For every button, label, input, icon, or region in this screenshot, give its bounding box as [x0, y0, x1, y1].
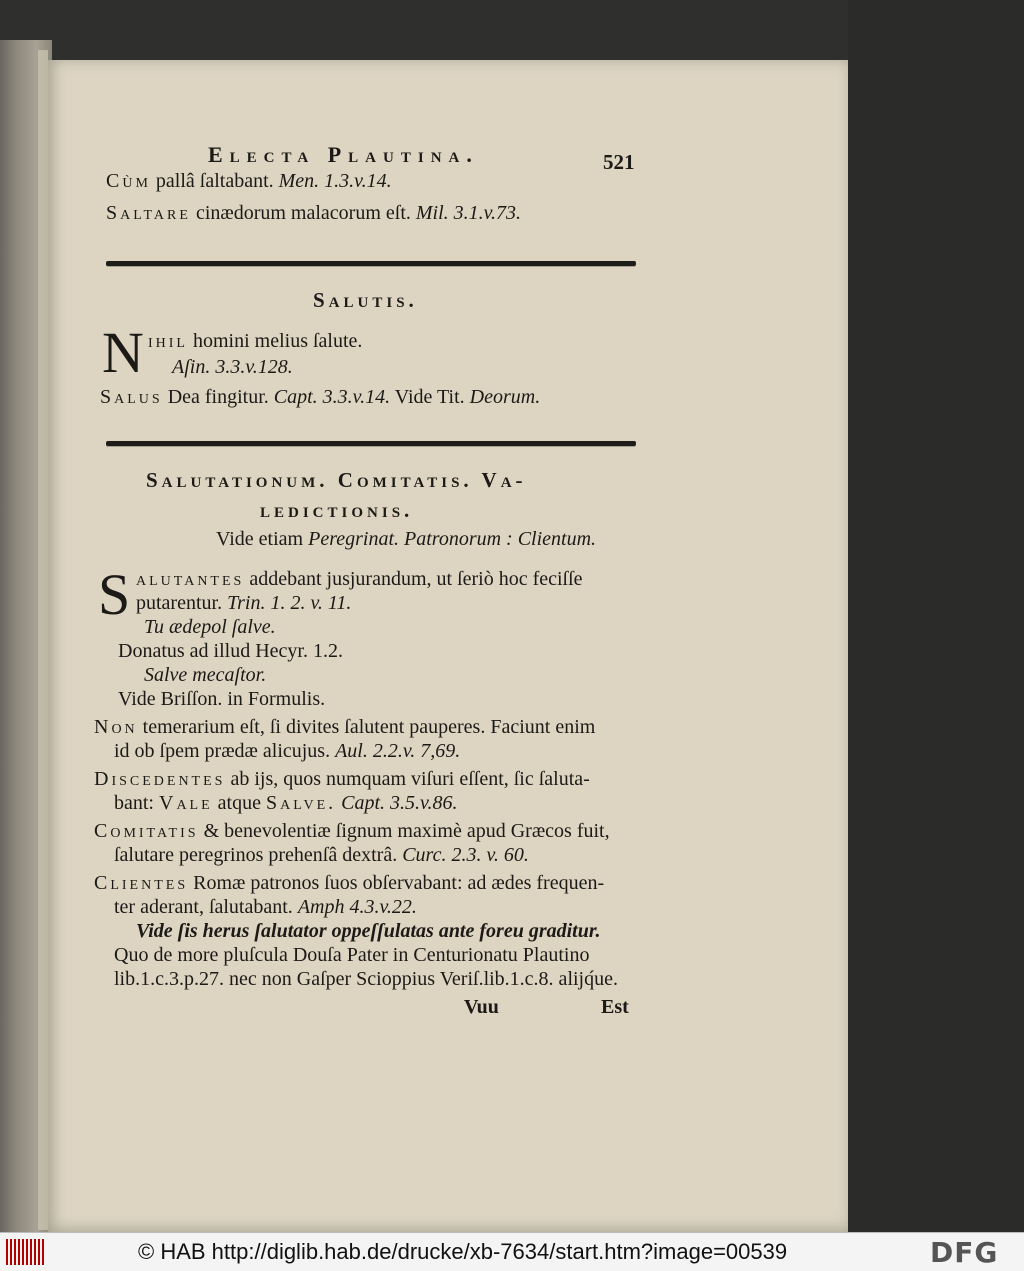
text-line: Vide Briſſon. in Formulis. — [118, 688, 326, 710]
library-barcode-icon — [6, 1239, 50, 1265]
section-heading-salutis: Salutis. — [313, 288, 418, 312]
footer-bar — [0, 1232, 1024, 1271]
drop-cap: N — [102, 320, 144, 385]
quote-line: Salve mecaſtor. — [144, 664, 267, 686]
text-line: Clientes Romæ patronos ſuos obſervabant: ad ædes frequen- — [94, 872, 605, 894]
footer-copyright-link[interactable]: © HAB http://diglib.hab.de/drucke/xb-7634/start.htm?image=00539 — [138, 1239, 788, 1264]
dfg-logo: DFG — [930, 1236, 999, 1269]
scan-margin-right — [848, 0, 1024, 1232]
text-line: Aſin. 3.3.v.128. — [172, 356, 293, 378]
text-line: bant: Vale atque Salve. Capt. 3.5.v.86. — [114, 792, 458, 814]
quote-line: Vide ſis herus ſalutator oppeſſulatas ante foreu graditur. — [136, 920, 601, 942]
text-line: Quo de more pluſcula Douſa Pater in Centurionatu Plautino — [114, 944, 590, 966]
text-line: Donatus ad illud Hecyr. 1.2. — [118, 640, 343, 662]
text-line: Saltare cinædorum malacorum eſt. Mil. 3.1.v.73. — [106, 202, 522, 224]
section-heading-cont: ledictionis. — [260, 498, 414, 522]
section-heading-salutationum: Salutationum. Comitatis. Va- — [146, 468, 527, 492]
catchword: Est — [601, 996, 629, 1018]
text-line: ſalutare peregrinos prehenſâ dextrâ. Curc. 2.3. v. 60. — [114, 844, 529, 866]
running-head: Electa Plautina. — [208, 142, 479, 167]
text-line: lib.1.c.3.p.27. nec non Gaſper Scioppius Veriſ.lib.1.c.8. alijq́ue. — [114, 968, 618, 990]
text-line: Cùm pallâ ſaltabant. Men. 1.3.v.14. — [106, 170, 392, 192]
text-line: alutantes addebant jusjurandum, ut ſeriò hoc feciſſe — [136, 568, 583, 590]
page-number: 521 — [603, 150, 635, 174]
text-line: ihil homini melius ſalute. — [148, 330, 363, 352]
text-line: Non temerarium eſt, ſi divites ſalutent pauperes. Faciunt enim — [94, 716, 596, 738]
text-line: putarentur. Trin. 1. 2. v. 11. — [136, 592, 352, 614]
book-page — [48, 60, 848, 1232]
text-line: ter aderant, ſalutabant. Amph 4.3.v.22. — [114, 896, 417, 918]
text-line: Salus Dea fingitur. Capt. 3.3.v.14. Vide Tit. Deorum. — [100, 386, 541, 408]
book-edge-strip — [38, 50, 48, 1230]
vide-line: Vide etiam Peregrinat. Patronorum : Clientum. — [216, 528, 597, 550]
section-rule — [106, 441, 636, 446]
text-line: Comitatis & benevolentiæ ſignum maximè apud Græcos fuit, — [94, 820, 610, 842]
catchword-signature: Vuu — [464, 996, 499, 1018]
drop-cap: S — [98, 562, 131, 627]
text-line: id ob ſpem prædæ alicujus. Aul. 2.2.v. 7,69. — [114, 740, 461, 762]
quote-line: Tu ædepol ſalve. — [144, 616, 276, 638]
text-line: Discedentes ab ijs, quos numquam viſuri eſſent, ſic ſaluta- — [94, 768, 590, 790]
section-rule — [106, 261, 636, 266]
